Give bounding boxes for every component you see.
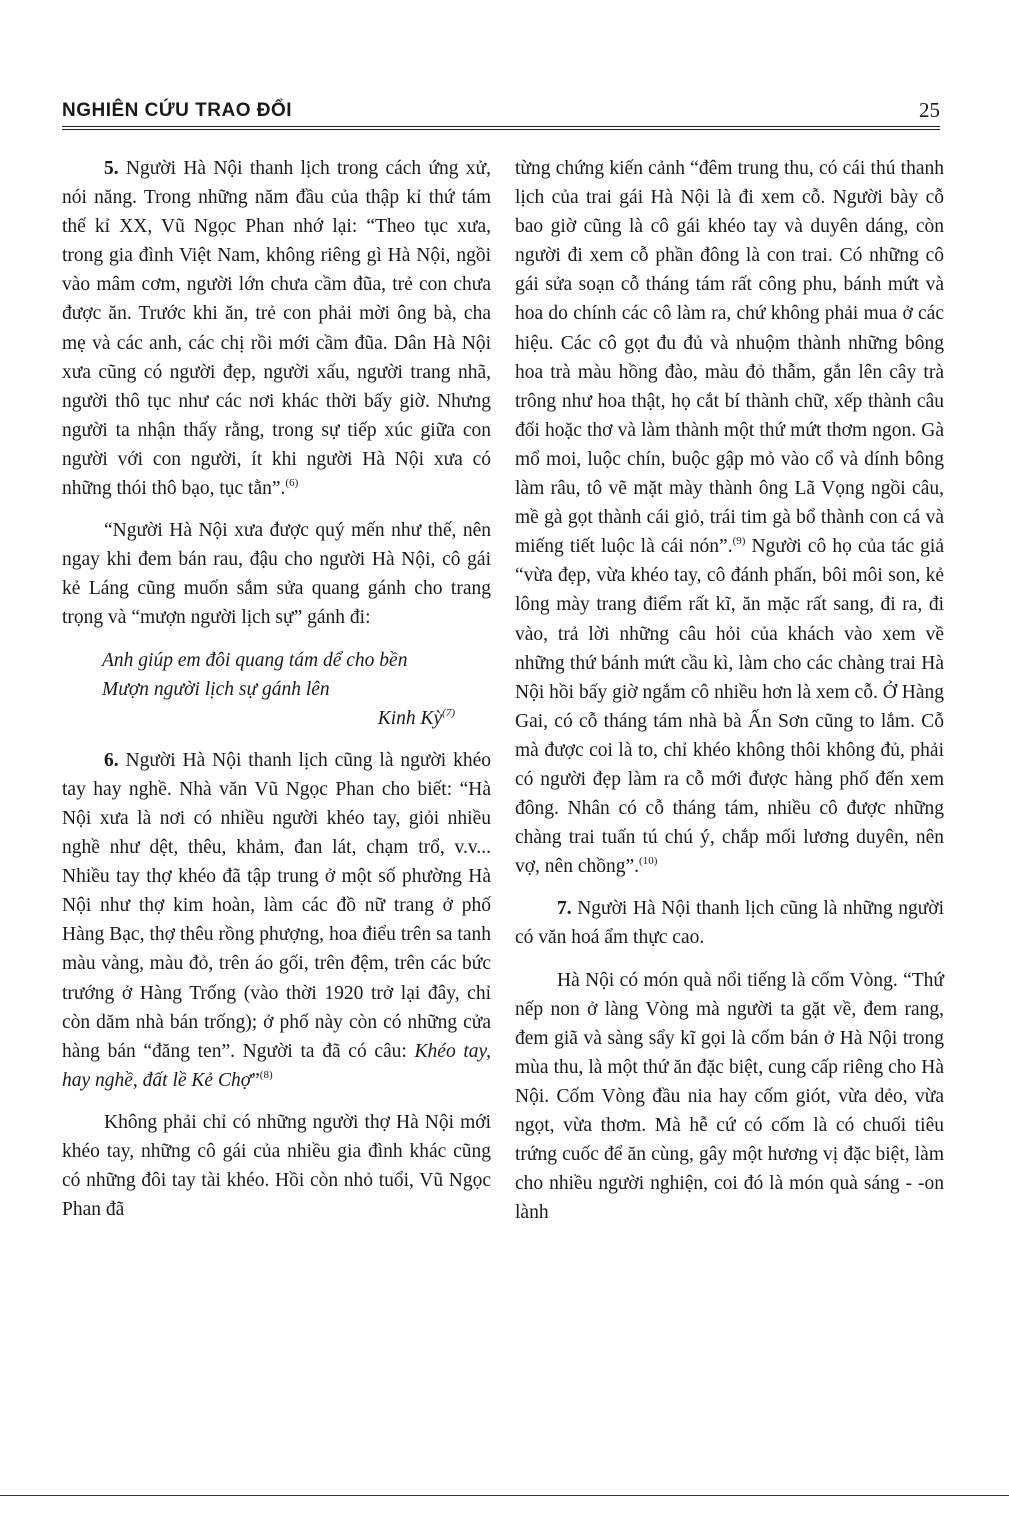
- section-number: 6.: [104, 749, 119, 771]
- footnote-ref: (10): [639, 855, 658, 868]
- italic-quote: Khéo tay, hay nghề, đất lề Kẻ Chợ: [62, 1040, 491, 1091]
- paragraph-text: Không phải chỉ có những người thợ Hà Nội mới khéo tay, những cô gái của nhiều gia đình khác cũng có những đôi tay tài khéo. Hồi còn nhỏ tuổi, Vũ Ngọc Phan đã: [62, 1111, 491, 1221]
- bottom-divider: [0, 1495, 1009, 1496]
- paragraph-7: [515, 894, 944, 952]
- paragraph-5: [62, 154, 491, 503]
- page-header: [62, 96, 940, 128]
- paragraph-6: [62, 746, 491, 1095]
- footnote-ref: (8): [259, 1068, 273, 1081]
- paragraph-com-vong: [515, 966, 944, 1228]
- paragraph-text: Hà Nội có món quà nổi tiếng là cốm Vòng. “Thứ nếp non ở làng Vòng mà người ta gặt về, đem rang, đem giã và sàng sẩy kĩ gọi là cốm bán ở Hà Nội trong mùa thu, là một thứ ăn đặc biệt, cung cấp riêng cho Hà Nội. Cốm Vòng đầu nia hay cốm giót, vừa dẻo, vừa ngọt, vừa thơm. Mà hễ cứ có cốm là có chuối tiêu trứng cuốc để ăn cùng, gây một hương vị đặc biệt, làm cho nhiều người nghiện, coi đó là món quà sáng ‑ ‑on lành: [515, 969, 944, 1224]
- footnote-ref: (7): [442, 706, 455, 719]
- left-column: [62, 154, 491, 1237]
- verse-line: Anh giúp em đôi quang tám dể cho bền: [102, 649, 408, 671]
- right-column: [515, 154, 944, 1240]
- paragraph-text: Người Hà Nội thanh lịch cũng là người khéo tay hay nghề. Nhà văn Vũ Ngọc Phan cho biết: “Hà Nội xưa là nơi có nhiều người khéo tay, giỏi nhiều nghề như dệt, thêu, khảm, đan lát, chạm trổ, v.v... Nhiều tay thợ khéo đã tập trung ở một số phường Hà Nội như thợ kim hoàn, làm các đồ nữ trang ở phố Hàng Bạc, thợ thêu rồng phượng, hoa điểu trên sa tanh màu vàng, màu đỏ, trên áo gối, trên đệm, trên các bức trướng ở Hàng Trống (vào thời 1920 trở lại đây, chỉ còn dăm nhà bán trống); ở phố này còn có những cửa hàng bán “đăng ten”. Người ta đã có câu:: [62, 749, 491, 1062]
- folk-verse: [62, 646, 491, 733]
- paragraph-continued: [515, 154, 944, 881]
- paragraph-quote: [62, 516, 491, 632]
- quote-close: ”: [251, 1069, 260, 1091]
- footnote-ref: (6): [285, 477, 299, 490]
- header-divider: [62, 126, 940, 130]
- paragraph-text: Người cô họ của tác giả “vừa đẹp, vừa khéo tay, cô đánh phấn, bôi môi son, kẻ lông mày trang điểm rất kĩ, ăn mặc rất sang, đi ra, đi vào, trả lời những câu hỏi của khách vào xem về những thứ bánh mứt cầu kì, làm cho các chàng trai Hà Nội hồi bấy giờ ngắm cô nhiều hơn là xem cỗ. Ở Hàng Gai, có cỗ tháng tám nhà bà Ấn Sơn cũng to lắm. Cỗ mà được coi là to, chỉ khéo không thôi không đủ, phải có người đẹp làm ra cỗ mới được hàng phố đến xem đông. Nhân có cỗ tháng tám, nhiều cô được những chàng trai tuấn tú chú ý, chắp mối lương duyên, nên vợ, nên chồng”.: [515, 536, 944, 878]
- paragraph-text: Người Hà Nội thanh lịch cũng là những người có văn hoá ẩm thực cao.: [515, 898, 944, 949]
- section-title: NGHIÊN CỨU TRAO ĐỔI: [62, 100, 293, 121]
- verse-line: Mượn người lịch sự gánh lên: [102, 678, 330, 700]
- verse-line-end: [102, 704, 491, 733]
- section-number: 7.: [557, 898, 572, 920]
- paragraph-text: “Người Hà Nội xưa được quý mến như thế, nên ngay khi đem bán rau, đậu cho người Hà Nội, cô gái kẻ Láng cũng muốn sắm sửa quang gánh cho trang trọng và “mượn người lịch sự” gánh đi:: [62, 520, 491, 629]
- paragraph-text: Người Hà Nội thanh lịch trong cách ứng xử, nói năng. Trong những năm đầu của thập kỉ thứ tám thế kỉ XX, Vũ Ngọc Phan nhớ lại: “Theo tục xưa, trong gia đình Việt Nam, không riêng gì Hà Nội, ngồi vào mâm cơm, người lớn chưa cầm đũa, trẻ con chưa được ăn. Trước khi ăn, trẻ con phải mời ông bà, cha mẹ và các anh, các chị rồi mới cầm đũa. Dân Hà Nội xưa cũng có người đẹp, người xấu, người trang nhã, người thô tục như các nơi khác thời bấy giờ. Nhưng người ta nhận thấy rằng, trong sự tiếp xúc giữa con người với con người, ít khi người Hà Nội xưa có những thói thô bạo, tục tằn”.: [62, 158, 491, 500]
- verse-text: Kinh Kỳ: [377, 707, 443, 729]
- section-number: 5.: [104, 158, 119, 179]
- footnote-ref: (9): [732, 535, 746, 548]
- paragraph-continuation: [62, 1108, 491, 1224]
- page-number: 25: [919, 98, 940, 122]
- paragraph-text: từng chứng kiến cảnh “đêm trung thu, có cái thú thanh lịch của trai gái Hà Nội là đi xem cỗ. Người bày cỗ bao giờ cũng là cô gái khéo tay và duyên dáng, còn người đi xem cỗ phần đông là con trai. Có những cô gái sửa soạn cỗ tháng tám rất công phu, bánh mứt và hoa do chính các cô làm ra, chứ không phải mua ở các hiệu. Các cô gọt đu đủ và nhuộm thành những bông hoa trà màu hồng đào, màu đỏ thẫm, gắn lên cây trà trông như hoa thật, họ cắt bí thành chữ, xếp thành câu đối hoặc thơ và làm thành một thứ mứt thơm ngon. Gà mổ moi, luộc chín, buộc gập mỏ vào cổ và dính bông làm râu, tô vẽ mặt mày thành ông Lã Vọng ngồi câu, mề gà gọt thành cái giỏ, trái tim gà bổ thành con cá và miếng tiết luộc là cái nón”.: [515, 158, 944, 558]
